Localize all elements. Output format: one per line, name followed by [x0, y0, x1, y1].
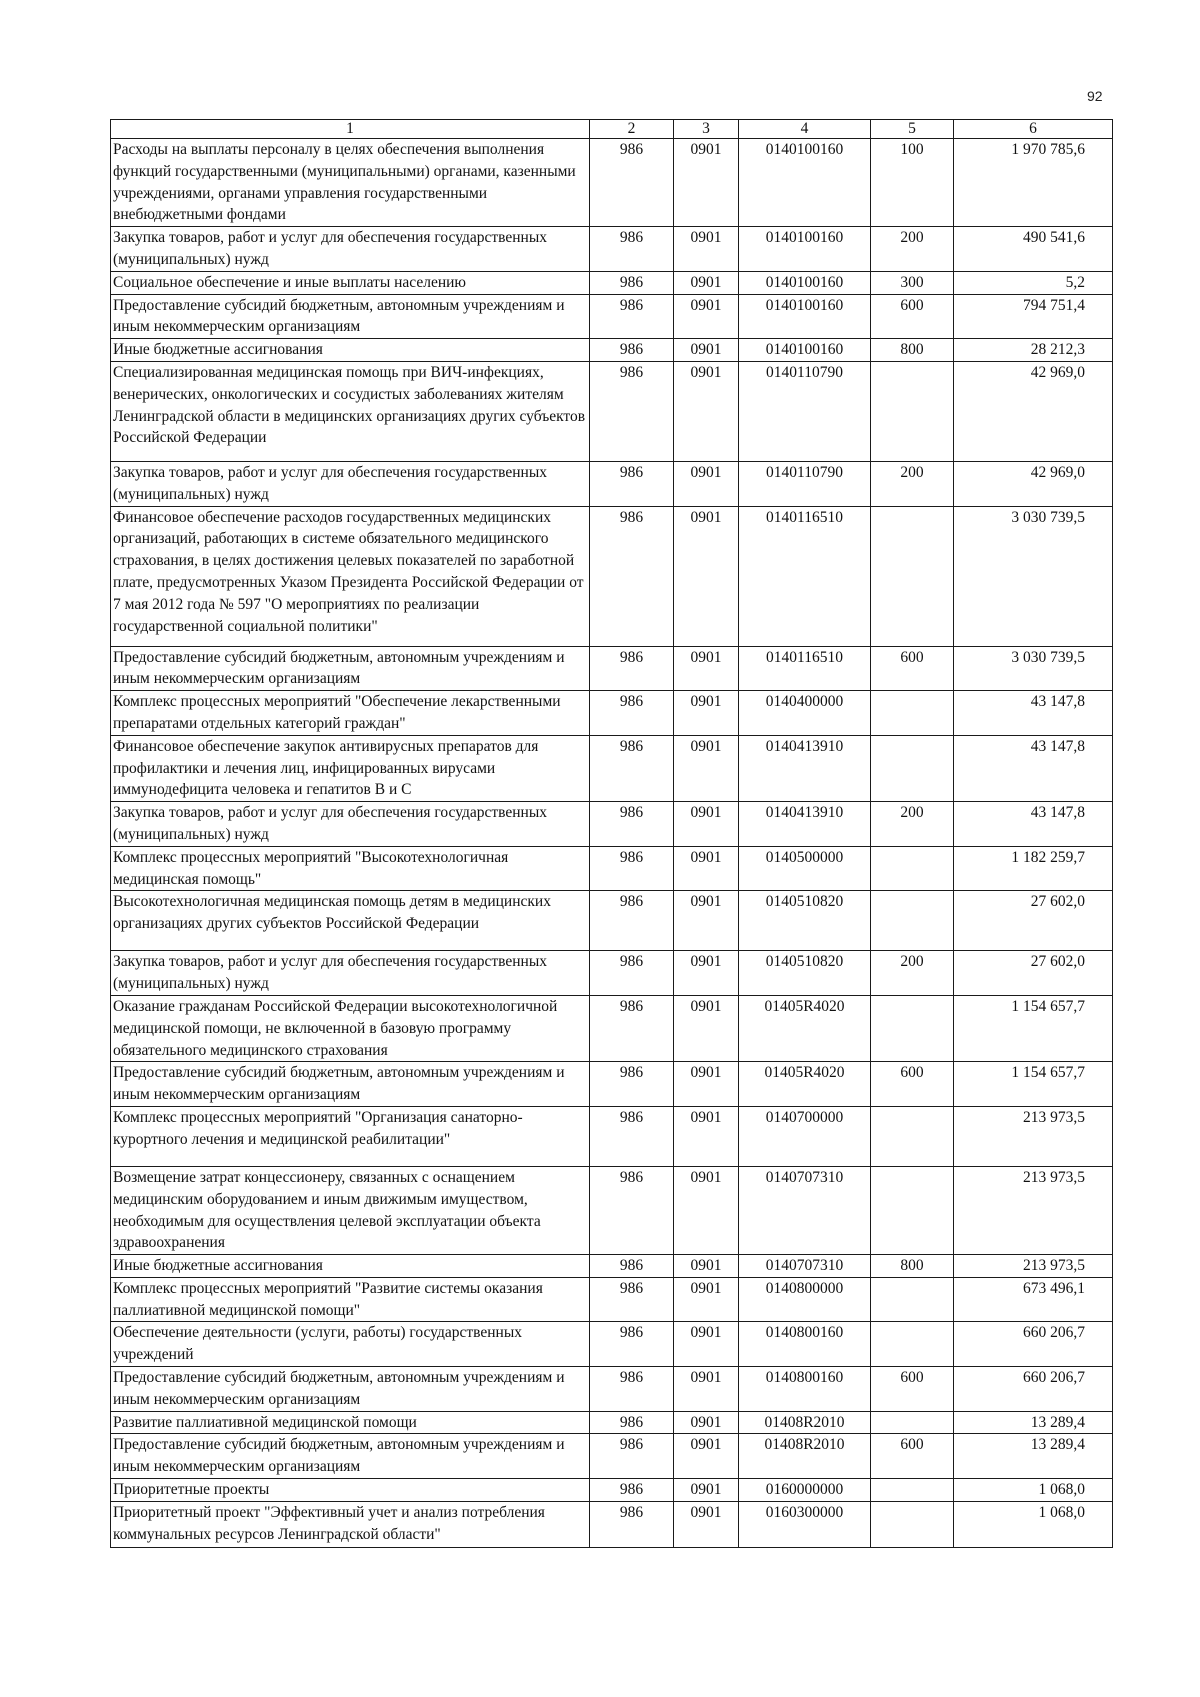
header-col-6: 6 [954, 120, 1113, 139]
table-row [111, 1166, 1113, 1254]
row-target-code: 0140110790 [739, 461, 871, 506]
table-row [111, 506, 1113, 646]
row-name: Комплекс процессных мероприятий "Развитие системы оказания паллиативной медицинской помощи" [111, 1277, 590, 1322]
row-ministry-code: 986 [590, 1322, 674, 1367]
row-name: Иные бюджетные ассигнования [111, 339, 590, 362]
row-section-code: 0901 [674, 339, 739, 362]
row-target-code: 0140100160 [739, 227, 871, 272]
row-ministry-code: 986 [590, 846, 674, 891]
header-col-4: 4 [739, 120, 871, 139]
row-name: Предоставление субсидий бюджетным, автономным учреждениям и иным некоммерческим организациям [111, 1434, 590, 1479]
row-target-code: 0140110790 [739, 361, 871, 461]
row-expense-type: 200 [871, 461, 954, 506]
row-expense-type [871, 1277, 954, 1322]
header-col-1: 1 [111, 120, 590, 139]
row-amount: 1 182 259,7 [954, 846, 1113, 891]
row-amount: 1 068,0 [954, 1501, 1113, 1547]
header-col-5: 5 [871, 120, 954, 139]
row-section-code: 0901 [674, 461, 739, 506]
row-amount: 13 289,4 [954, 1411, 1113, 1434]
row-ministry-code: 986 [590, 951, 674, 996]
table-row [111, 339, 1113, 362]
row-target-code: 0140707310 [739, 1255, 871, 1278]
row-amount: 28 212,3 [954, 339, 1113, 362]
row-ministry-code: 986 [590, 506, 674, 646]
row-ministry-code: 986 [590, 139, 674, 227]
row-name: Комплекс процессных мероприятий "Организация санаторно-курортного лечения и медицинской реабилитации" [111, 1106, 590, 1166]
row-section-code: 0901 [674, 271, 739, 294]
table-row [111, 995, 1113, 1061]
row-name: Возмещение затрат концессионеру, связанных с оснащением медицинским оборудованием и иным движимым имуществом, необходимым для осуществления целевой эксплуатации объекта здравоохранения [111, 1166, 590, 1254]
row-amount: 673 496,1 [954, 1277, 1113, 1322]
row-section-code: 0901 [674, 1166, 739, 1254]
table-row [111, 1106, 1113, 1166]
table-row [111, 735, 1113, 801]
row-target-code: 0140116510 [739, 646, 871, 691]
row-expense-type: 800 [871, 339, 954, 362]
budget-table [110, 119, 1113, 1548]
table-row [111, 294, 1113, 339]
row-amount: 213 973,5 [954, 1255, 1113, 1278]
table-row [111, 271, 1113, 294]
row-target-code: 0140500000 [739, 846, 871, 891]
row-name: Финансовое обеспечение расходов государственных медицинских организаций, работающих в системе обязательного медицинского страхования, в целях достижения целевых показателей по заработной плате, предусмотренных Указом Президента Российской Федерации от 7 мая 2012 года № 597 "О мероприятиях по реализации государственной социальной политики" [111, 506, 590, 646]
row-target-code: 0140707310 [739, 1166, 871, 1254]
row-section-code: 0901 [674, 846, 739, 891]
row-target-code: 0140800160 [739, 1322, 871, 1367]
row-expense-type [871, 735, 954, 801]
row-section-code: 0901 [674, 1106, 739, 1166]
row-target-code: 0140100160 [739, 271, 871, 294]
row-name: Социальное обеспечение и иные выплаты населению [111, 271, 590, 294]
table-row [111, 646, 1113, 691]
row-ministry-code: 986 [590, 361, 674, 461]
table-row [111, 802, 1113, 847]
row-name: Обеспечение деятельности (услуги, работы) государственных учреждений [111, 1322, 590, 1367]
row-amount: 1 068,0 [954, 1479, 1113, 1502]
row-amount: 43 147,8 [954, 735, 1113, 801]
table-row [111, 1501, 1113, 1547]
table-row [111, 227, 1113, 272]
row-expense-type [871, 506, 954, 646]
row-name: Высокотехнологичная медицинская помощь детям в медицинских организациях других субъектов Российской Федерации [111, 891, 590, 951]
row-section-code: 0901 [674, 802, 739, 847]
row-ministry-code: 986 [590, 1501, 674, 1547]
row-amount: 213 973,5 [954, 1166, 1113, 1254]
row-target-code: 0140700000 [739, 1106, 871, 1166]
row-amount: 1 154 657,7 [954, 1062, 1113, 1107]
row-expense-type [871, 1479, 954, 1502]
row-amount: 43 147,8 [954, 802, 1113, 847]
row-expense-type: 200 [871, 951, 954, 996]
row-target-code: 0140800000 [739, 1277, 871, 1322]
table-row [111, 1411, 1113, 1434]
row-expense-type: 600 [871, 294, 954, 339]
table-row [111, 361, 1113, 461]
row-ministry-code: 986 [590, 802, 674, 847]
table-row [111, 1434, 1113, 1479]
row-amount: 42 969,0 [954, 361, 1113, 461]
row-amount: 27 602,0 [954, 891, 1113, 951]
row-section-code: 0901 [674, 139, 739, 227]
row-section-code: 0901 [674, 646, 739, 691]
row-section-code: 0901 [674, 1501, 739, 1547]
row-section-code: 0901 [674, 361, 739, 461]
row-target-code: 01408R2010 [739, 1434, 871, 1479]
table-row [111, 1479, 1113, 1502]
row-name: Предоставление субсидий бюджетным, автономным учреждениям и иным некоммерческим организациям [111, 1062, 590, 1107]
row-ministry-code: 986 [590, 1255, 674, 1278]
row-expense-type [871, 1166, 954, 1254]
row-expense-type: 100 [871, 139, 954, 227]
page-number: 92 [1087, 88, 1103, 104]
row-name: Оказание гражданам Российской Федерации высокотехнологичной медицинской помощи, не включенной в базовую программу обязательного медицинского страхования [111, 995, 590, 1061]
row-expense-type [871, 1501, 954, 1547]
row-name: Специализированная медицинская помощь при ВИЧ-инфекциях, венерических, онкологических и сосудистых заболеваниях жителям Ленинградской области в медицинских организациях других субъектов Российской Федерации [111, 361, 590, 461]
row-target-code: 01408R2010 [739, 1411, 871, 1434]
row-ministry-code: 986 [590, 1106, 674, 1166]
table-body [111, 139, 1113, 1548]
table-row [111, 951, 1113, 996]
header-col-3: 3 [674, 120, 739, 139]
row-expense-type: 600 [871, 1434, 954, 1479]
row-expense-type: 200 [871, 802, 954, 847]
row-name: Финансовое обеспечение закупок антивирусных препаратов для профилактики и лечения лиц, инфицированных вирусами иммунодефицита человека и гепатитов В и С [111, 735, 590, 801]
row-section-code: 0901 [674, 294, 739, 339]
row-amount: 213 973,5 [954, 1106, 1113, 1166]
row-ministry-code: 986 [590, 1479, 674, 1502]
row-ministry-code: 986 [590, 1166, 674, 1254]
row-amount: 3 030 739,5 [954, 506, 1113, 646]
row-section-code: 0901 [674, 1434, 739, 1479]
row-target-code: 0140800160 [739, 1367, 871, 1412]
row-target-code: 0140400000 [739, 691, 871, 736]
row-name: Приоритетный проект "Эффективный учет и анализ потребления коммунальных ресурсов Ленинградской области" [111, 1501, 590, 1547]
row-target-code: 01405R4020 [739, 995, 871, 1061]
row-ministry-code: 986 [590, 1411, 674, 1434]
row-ministry-code: 986 [590, 891, 674, 951]
row-section-code: 0901 [674, 1411, 739, 1434]
row-amount: 794 751,4 [954, 294, 1113, 339]
row-expense-type [871, 891, 954, 951]
table-row [111, 1277, 1113, 1322]
row-ministry-code: 986 [590, 1367, 674, 1412]
row-section-code: 0901 [674, 735, 739, 801]
row-ministry-code: 986 [590, 691, 674, 736]
row-amount: 3 030 739,5 [954, 646, 1113, 691]
table-row [111, 846, 1113, 891]
row-section-code: 0901 [674, 1479, 739, 1502]
row-ministry-code: 986 [590, 1434, 674, 1479]
row-target-code: 0140100160 [739, 294, 871, 339]
row-ministry-code: 986 [590, 646, 674, 691]
row-section-code: 0901 [674, 1277, 739, 1322]
row-expense-type [871, 995, 954, 1061]
row-amount: 13 289,4 [954, 1434, 1113, 1479]
row-name: Комплекс процессных мероприятий "Обеспечение лекарственными препаратами отдельных категорий граждан" [111, 691, 590, 736]
row-name: Предоставление субсидий бюджетным, автономным учреждениям и иным некоммерческим организациям [111, 294, 590, 339]
row-target-code: 0160000000 [739, 1479, 871, 1502]
row-section-code: 0901 [674, 1062, 739, 1107]
row-section-code: 0901 [674, 227, 739, 272]
row-target-code: 0140413910 [739, 735, 871, 801]
row-name: Иные бюджетные ассигнования [111, 1255, 590, 1278]
row-ministry-code: 986 [590, 227, 674, 272]
row-amount: 27 602,0 [954, 951, 1113, 996]
row-expense-type [871, 691, 954, 736]
table-row [111, 1367, 1113, 1412]
row-expense-type [871, 1322, 954, 1367]
row-target-code: 0140510820 [739, 891, 871, 951]
row-target-code: 0140100160 [739, 339, 871, 362]
table-row [111, 1062, 1113, 1107]
table-row [111, 1322, 1113, 1367]
row-section-code: 0901 [674, 951, 739, 996]
row-section-code: 0901 [674, 1367, 739, 1412]
row-ministry-code: 986 [590, 294, 674, 339]
row-section-code: 0901 [674, 891, 739, 951]
row-section-code: 0901 [674, 506, 739, 646]
row-ministry-code: 986 [590, 995, 674, 1061]
row-ministry-code: 986 [590, 461, 674, 506]
row-name: Предоставление субсидий бюджетным, автономным учреждениям и иным некоммерческим организациям [111, 1367, 590, 1412]
row-ministry-code: 986 [590, 1277, 674, 1322]
row-expense-type [871, 846, 954, 891]
table-header-row [111, 120, 1113, 139]
row-name: Закупка товаров, работ и услуг для обеспечения государственных (муниципальных) нужд [111, 951, 590, 996]
row-section-code: 0901 [674, 995, 739, 1061]
row-target-code: 0140413910 [739, 802, 871, 847]
row-ministry-code: 986 [590, 339, 674, 362]
row-name: Закупка товаров, работ и услуг для обеспечения государственных (муниципальных) нужд [111, 461, 590, 506]
row-expense-type: 800 [871, 1255, 954, 1278]
row-amount: 5,2 [954, 271, 1113, 294]
row-amount: 1 154 657,7 [954, 995, 1113, 1061]
row-amount: 42 969,0 [954, 461, 1113, 506]
row-section-code: 0901 [674, 1255, 739, 1278]
row-name: Расходы на выплаты персоналу в целях обеспечения выполнения функций государственными (муниципальными) органами, казенными учреждениями, органами управления государственными внебюджетными фондами [111, 139, 590, 227]
table-row [111, 891, 1113, 951]
table-row [111, 461, 1113, 506]
row-ministry-code: 986 [590, 735, 674, 801]
row-section-code: 0901 [674, 1322, 739, 1367]
row-expense-type: 200 [871, 227, 954, 272]
row-amount: 660 206,7 [954, 1322, 1113, 1367]
row-ministry-code: 986 [590, 271, 674, 294]
row-name: Развитие паллиативной медицинской помощи [111, 1411, 590, 1434]
table-row [111, 1255, 1113, 1278]
row-expense-type [871, 361, 954, 461]
row-name: Приоритетные проекты [111, 1479, 590, 1502]
header-col-2: 2 [590, 120, 674, 139]
row-target-code: 0140116510 [739, 506, 871, 646]
row-amount: 43 147,8 [954, 691, 1113, 736]
row-name: Закупка товаров, работ и услуг для обеспечения государственных (муниципальных) нужд [111, 227, 590, 272]
row-expense-type: 600 [871, 646, 954, 691]
row-expense-type: 300 [871, 271, 954, 294]
table-row [111, 691, 1113, 736]
row-amount: 490 541,6 [954, 227, 1113, 272]
row-expense-type [871, 1411, 954, 1434]
table-row [111, 139, 1113, 227]
row-target-code: 01405R4020 [739, 1062, 871, 1107]
row-name: Комплекс процессных мероприятий "Высокотехнологичная медицинская помощь" [111, 846, 590, 891]
row-target-code: 0160300000 [739, 1501, 871, 1547]
row-target-code: 0140510820 [739, 951, 871, 996]
row-name: Закупка товаров, работ и услуг для обеспечения государственных (муниципальных) нужд [111, 802, 590, 847]
row-section-code: 0901 [674, 691, 739, 736]
row-amount: 1 970 785,6 [954, 139, 1113, 227]
row-amount: 660 206,7 [954, 1367, 1113, 1412]
row-ministry-code: 986 [590, 1062, 674, 1107]
row-expense-type: 600 [871, 1367, 954, 1412]
row-target-code: 0140100160 [739, 139, 871, 227]
row-expense-type: 600 [871, 1062, 954, 1107]
row-expense-type [871, 1106, 954, 1166]
row-name: Предоставление субсидий бюджетным, автономным учреждениям и иным некоммерческим организациям [111, 646, 590, 691]
